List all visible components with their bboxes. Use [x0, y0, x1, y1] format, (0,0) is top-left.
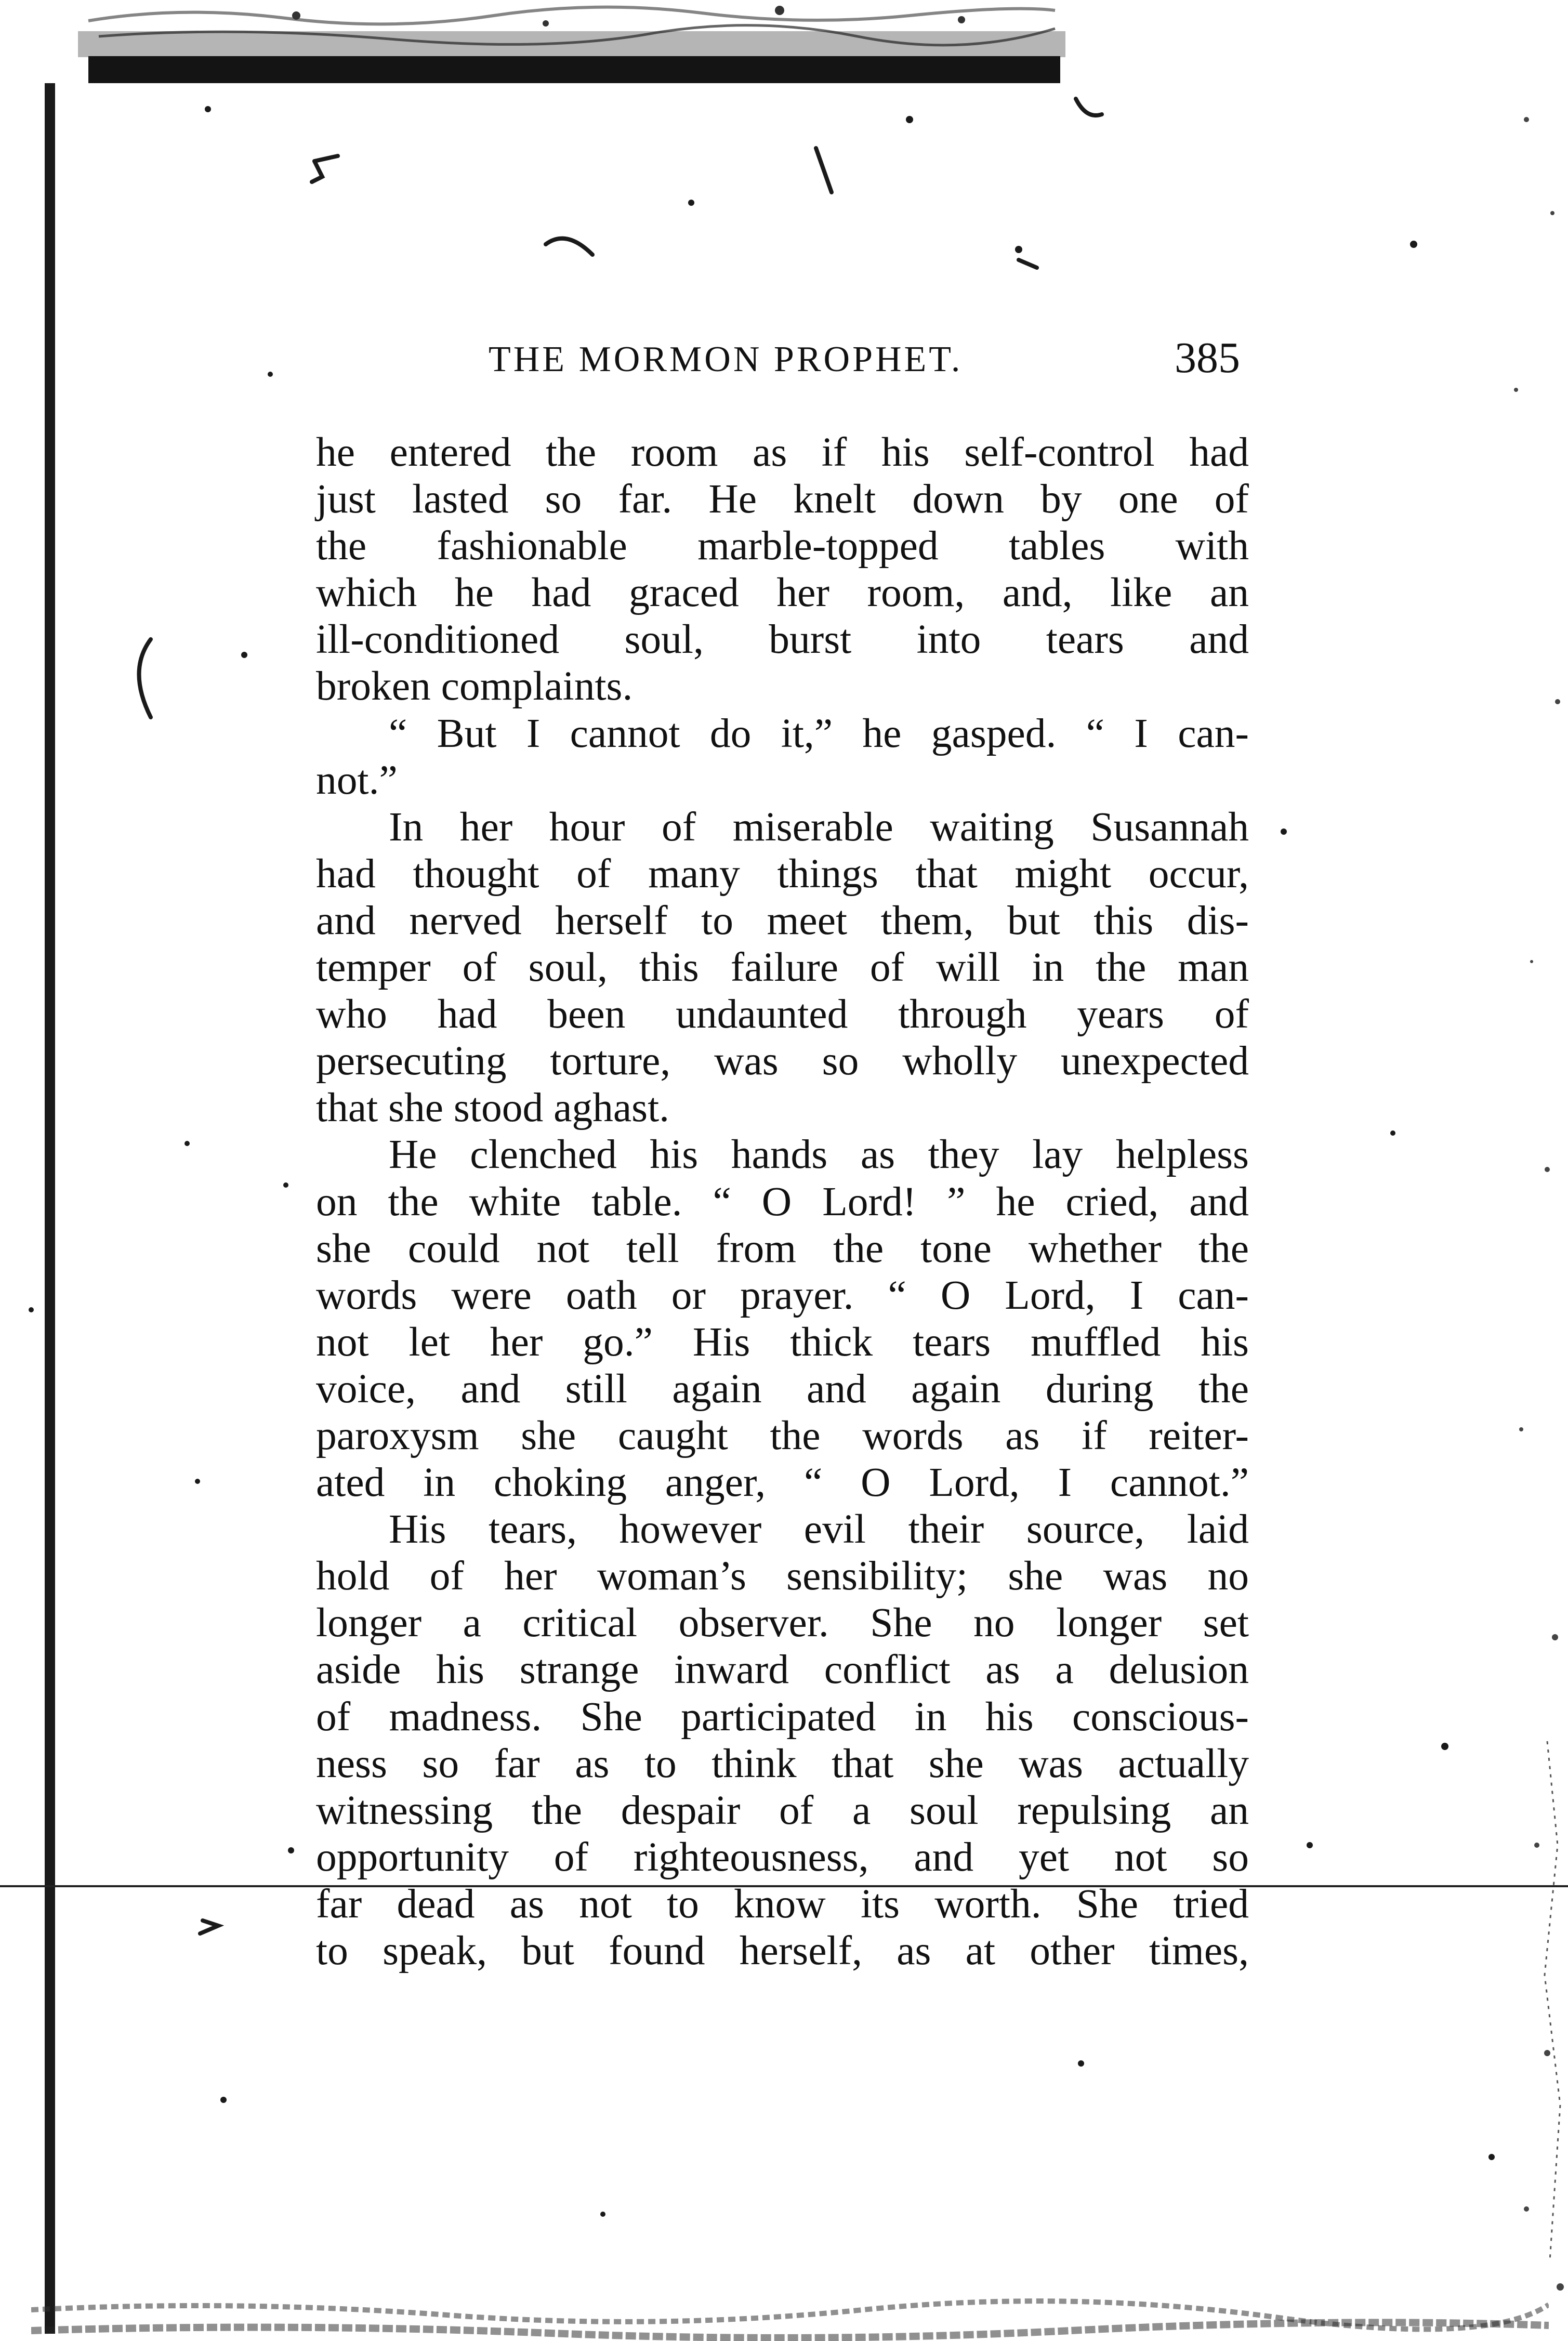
text-line: to speak, but found herself, as at other times, — [316, 1928, 1249, 1974]
text-line: he entered the room as if his self-control had — [316, 429, 1249, 475]
text-line: not.” — [316, 757, 398, 803]
text-line: persecuting torture, was so wholly unexpected — [316, 1038, 1249, 1084]
page-number: 385 — [1175, 334, 1240, 382]
text-line: far dead as not to know its worth. She tried — [316, 1880, 1249, 1927]
paragraph — [316, 710, 1249, 804]
text-line: of madness. She participated in his conscious- — [316, 1693, 1249, 1740]
text-line: temper of soul, this failure of will in the man — [316, 944, 1249, 991]
page-header — [489, 333, 1268, 390]
paragraph — [316, 1131, 1249, 1506]
text-line: aside his strange inward conflict as a delusion — [316, 1647, 1249, 1693]
body-text — [316, 429, 1249, 1974]
text-line: that she stood aghast. — [316, 1085, 670, 1131]
text-line: “ But I cannot do it,” he gasped. “ I can- — [389, 710, 1249, 756]
text-line: had thought of many things that might occur, — [316, 850, 1249, 897]
text-line: He clenched his hands as they lay helpless — [389, 1132, 1249, 1178]
text-line: broken complaints. — [316, 663, 633, 709]
text-line: and nerved herself to meet them, but this dis- — [316, 897, 1249, 943]
text-line: the fashionable marble-topped tables with — [316, 523, 1249, 569]
text-line: paroxysm she caught the words as if reiter- — [316, 1412, 1249, 1458]
paragraph — [316, 804, 1249, 1132]
text-line: In her hour of miserable waiting Susannah — [389, 804, 1249, 850]
text-line: witnessing the despair of a soul repulsing an — [316, 1787, 1249, 1833]
running-head: THE MORMON PROPHET. — [489, 339, 963, 379]
text-line: opportunity of righteousness, and yet not so — [316, 1834, 1249, 1880]
text-line: she could not tell from the tone whether the — [316, 1225, 1249, 1271]
text-line: ill-conditioned soul, burst into tears and — [316, 616, 1249, 663]
text-line: on the white table. “ O Lord! ” he cried, and — [316, 1178, 1249, 1225]
text-line: longer a critical observer. She no longer set — [316, 1600, 1249, 1646]
text-line: not let her go.” His thick tears muffled his — [316, 1319, 1249, 1365]
text-line: ness so far as to think that she was actually — [316, 1740, 1249, 1786]
text-line: ated in choking anger, “ O Lord, I cannot.” — [316, 1459, 1249, 1506]
text-line: hold of her woman’s sensibility; she was no — [316, 1553, 1249, 1599]
paragraph — [316, 429, 1249, 710]
text-line: who had been undaunted through years of — [316, 991, 1249, 1037]
text-line: words were oath or prayer. “ O Lord, I can- — [316, 1272, 1249, 1318]
text-line: which he had graced her room, and, like an — [316, 570, 1249, 616]
text-line: just lasted so far. He knelt down by one of — [316, 476, 1249, 522]
text-line: His tears, however evil their source, laid — [389, 1506, 1249, 1553]
paragraph — [316, 1506, 1249, 1974]
text-line: voice, and still again and again during the — [316, 1365, 1249, 1412]
